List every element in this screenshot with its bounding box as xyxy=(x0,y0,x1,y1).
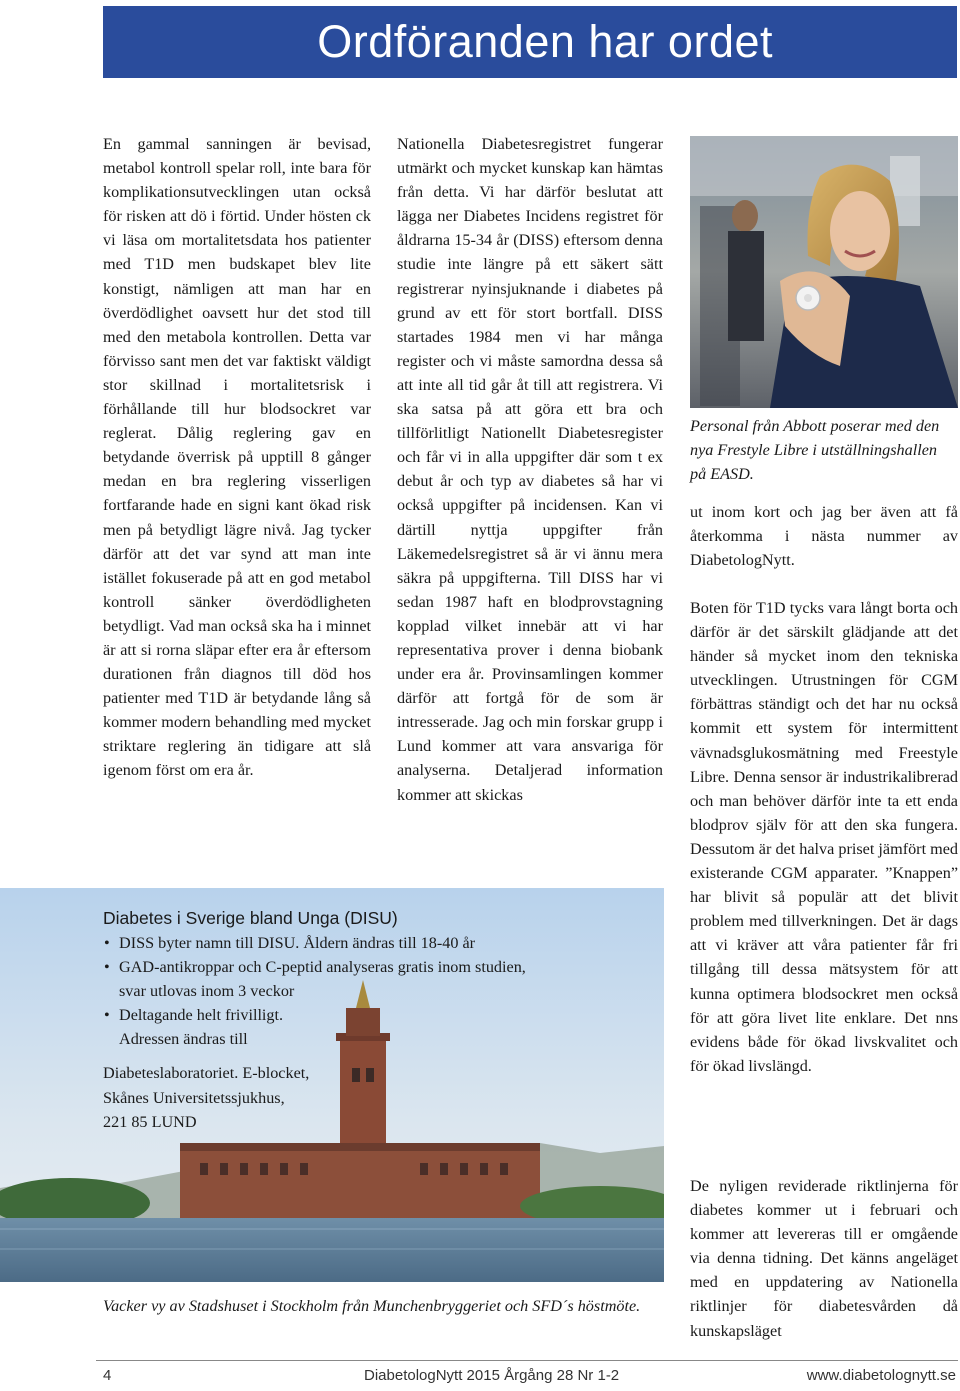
page-number: 4 xyxy=(103,1367,112,1384)
article-column-3-block-1 xyxy=(690,500,958,572)
article-column-2 xyxy=(397,132,663,807)
abbott-photo xyxy=(690,136,958,408)
disu-info-box xyxy=(103,906,643,1134)
list-item xyxy=(103,955,643,979)
website-link[interactable]: www.diabetolognytt.se xyxy=(806,1367,956,1384)
publication-info: DiabetologNytt 2015 Årgång 28 Nr 1-2 xyxy=(364,1367,620,1384)
paragraph: En gammal sanningen är bevisad, metabol kontroll spelar roll, inte bara för komplikationsutvecklingen utan också för risken att dö i förtid. Under hösten ck vi läsa om mortalitetsdata hos patienter med T1D men budskapet blev lite konstigt, nämligen att man har en överdödlighet oavsett hur det stod till med den metabola kontrollen. Detta var förvisso sant men det var faktiskt väldigt stor skillnad i mortalitetsrisk i förhållande till hur blodsockret var reglerat. Dålig reglering gav en betydande överrisk på upptill 8 gånger medan en bra reglering visserligen fortfarande hade en signi kant ökad risk men på betydligt lägre nivå. Jag tycker därför att det var synd att man inte istället fokuserade på att en god metabol kontroll sänker överdödligheten betydligt. Vad man också ska ha i minnet är att si rorna släpar efter era år eftersom durationen från diagnos till död hos patienter med T1D är betydande lång så kommer modern behandling med mycket striktare reglering än tidigare att slå igenom först om era år. xyxy=(103,135,371,780)
bullet-icon: • xyxy=(104,958,110,977)
header-bar xyxy=(103,6,957,78)
article-column-3-block-2 xyxy=(690,596,958,1078)
list-item xyxy=(103,1003,643,1027)
footer-divider xyxy=(96,1360,958,1361)
paragraph: ut inom kort och jag ber även att få återkomma i nästa nummer av DiabetologNytt. xyxy=(690,503,958,570)
bullet-icon: • xyxy=(104,934,110,952)
list-item-text: Adressen ändras till xyxy=(119,1030,248,1049)
disu-bullet-list xyxy=(103,931,643,1051)
paragraph: De nyligen reviderade riktlinjerna för diabetes kommer ut i februari och kommer att levereras till er omgående via denna tidning. Det känns angeläget med en uppdatering av Nationella riktlinjer för diabetesvården då kunskapsläget xyxy=(690,1177,958,1340)
article-column-1 xyxy=(103,132,371,783)
list-item-text: svar utlovas inom 3 veckor xyxy=(119,982,295,1001)
disu-box-title: Diabetes i Sverige bland Unga (DISU) xyxy=(103,908,398,928)
spacer xyxy=(103,1051,643,1061)
list-item-text: GAD-antikroppar och C-peptid analyseras gratis inom studien, xyxy=(119,958,526,977)
page-title: Ordföranden har ordet xyxy=(317,16,773,67)
abbott-photo-image xyxy=(690,136,958,408)
list-item xyxy=(103,1027,643,1051)
article-column-3-block-3 xyxy=(690,1174,958,1343)
address-line: Diabeteslaboratoriet. E-blocket, xyxy=(103,1064,310,1083)
address-line: Skånes Universitetssjukhus, xyxy=(103,1088,285,1107)
bullet-icon: • xyxy=(104,1006,110,1025)
paragraph: Nationella Diabetesregistret fungerar utmärkt och mycket kunskap kan hämtas från detta. Vi har därför beslutat att lägga ner Diabetes Incidens registret för åldrarna 15-34 år (DISS) eftersom denna studie inte längre på ett säkert sätt registrerar nyinsjuknande i diabetes på grund av ett för stort bortfall. DISS startades 1984 men vi har många register och vi måste samordna dessa så att inte all tid går åt till att registrera. Vi ska satsa på att göra ett bra och tillförlitligt Nationellt Diabetesregister och får vi in alla uppgifter där som t ex debut år och typ av diabetes så har vi också uppgifter på incidensen. Kan vi därtill nyttja uppgifter från Läkemedelsregistret så är vi ännu mera säkra på uppgifterna. Till DISS har vi sedan 1987 haft en blodprovstagning kopplad vilket innebär att vi har representativa prover i denna biobank under era år. Provinsamlingen kommer därför att fortgå för de som är intresserade. Jag och min forskar grupp i Lund kommer att vara ansvariga för analyserna. Detaljerad information kommer att skickas xyxy=(397,135,663,804)
list-item xyxy=(103,931,643,955)
photo-caption: Personal från Abbott poserar med den nya Frestyle Libre i utställningshallen på EASD. xyxy=(690,417,940,483)
city-photo-caption: Vacker vy av Stadshuset i Stockholm från Munchenbryggeriet och SFD´s höstmöte. xyxy=(103,1297,641,1315)
address-line: 221 85 LUND xyxy=(103,1112,197,1131)
list-item-continuation xyxy=(103,979,643,1003)
paragraph: Boten för T1D tycks vara långt borta och därför är det särskilt glädjande att det händer så mycket inom den tekniska utvecklingen. Utrustningen för CGM förbättras ständigt och det har nu också kommit ett system för intermittent vävnadsglukosmätning med Freestyle Libre. Denna sensor är industrikalibrerad och man behöver därför inte ta ett enda blodprov själv för att den ska fungera. Dessutom är det halva priset jämfört med existerande CGM apparater. ”Knappen” har blivit så populär att det blivit problem med tillverkningen. Det är dags att vi kräver att våra patienter får fri tillgång till dessa mätsystem för att kunna optimera blodsockret men också för att göra livet lite enklare. Det nns evidens både för ökad livskvalitet och för ökad livslängd. xyxy=(690,599,958,1075)
list-item-text: DISS byter namn till DISU. Åldern ändras till 18-40 år xyxy=(119,934,476,952)
list-item-text: Deltagande helt frivilligt. xyxy=(119,1006,284,1025)
